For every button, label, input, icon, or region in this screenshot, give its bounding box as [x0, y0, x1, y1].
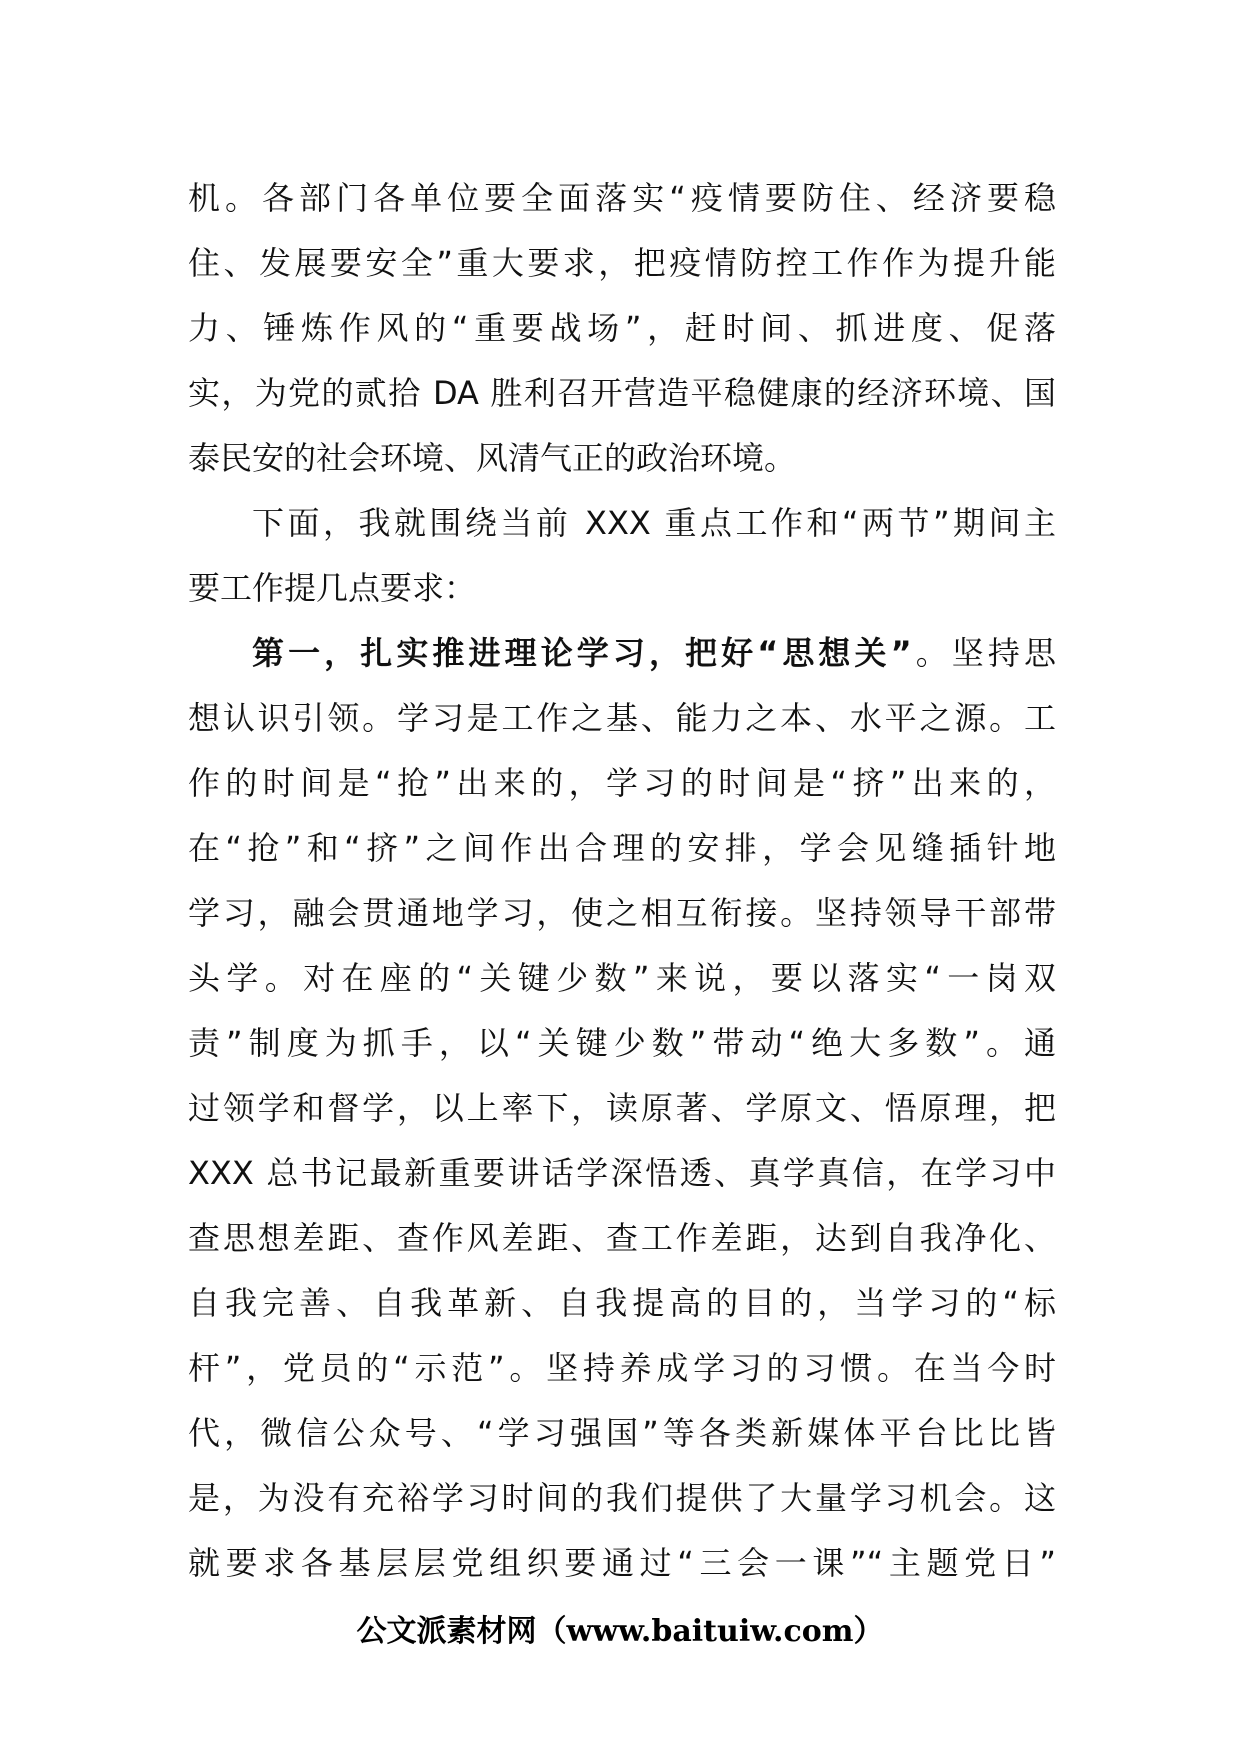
- text-line: 机。各部门各单位要全面落实“疫情要防住、经济要稳: [188, 179, 1056, 217]
- text-line: 是，为没有充裕学习时间的我们提供了大量学习机会。这: [188, 1479, 1056, 1517]
- text-line: 作的时间是“抢”出来的，学习的时间是“挤”出来的，: [188, 764, 1056, 802]
- text-line: 住、发展要安全”重大要求，把疫情防控工作作为提升能: [188, 244, 1056, 282]
- text-line: 查思想差距、查作风差距、查工作差距，达到自我净化、: [188, 1219, 1056, 1257]
- text-line: 泰民安的社会环境、风清气正的政治环境。: [188, 439, 797, 477]
- text-line: 代，微信公众号、“学习强国”等各类新媒体平台比比皆: [188, 1414, 1056, 1452]
- text-line: 头学。对在座的“关键少数”来说，要以落实“一岗双: [188, 959, 1056, 997]
- text-line: 要工作提几点要求：: [188, 569, 477, 607]
- document-body: [188, 166, 1056, 1596]
- text-line: 就要求各基层层党组织要通过“三会一课”“主题党日”: [188, 1544, 1056, 1582]
- text-line: 学习，融会贯通地学习，使之相互衔接。坚持领导干部带: [188, 894, 1056, 932]
- text-line: 在“抢”和“挤”之间作出合理的安排，学会见缝插针地: [188, 829, 1056, 867]
- text-line: 自我完善、自我革新、自我提高的目的，当学习的“标: [188, 1284, 1056, 1322]
- text-run: 。坚持思: [911, 634, 1056, 672]
- bold-heading: 第一，扎实推进理论学习，把好“思想关”: [252, 634, 912, 672]
- text-line: 力、锤炼作风的“重要战场”，赶时间、抓进度、促落: [188, 309, 1056, 347]
- text-line: 想认识引领。学习是工作之基、能力之本、水平之源。工: [188, 699, 1056, 737]
- text-line: 杆”，党员的“示范”。坚持养成学习的习惯。在当今时: [188, 1349, 1056, 1387]
- text-line: 过领学和督学，以上率下，读原著、学原文、悟原理，把: [188, 1089, 1056, 1127]
- text-line: 下面，我就围绕当前 XXX 重点工作和“两节”期间主: [252, 504, 1056, 542]
- text-line: 实，为党的贰拾 DA 胜利召开营造平稳健康的经济环境、国: [188, 374, 1056, 412]
- footer-watermark: 公文派素材网（www.baituiw.com）: [356, 1614, 884, 1649]
- text-line: 责”制度为抓手，以“关键少数”带动“绝大多数”。通: [188, 1024, 1056, 1062]
- text-line: XXX 总书记最新重要讲话学深悟透、真学真信，在学习中: [188, 1154, 1056, 1192]
- paragraph-heading-line: [188, 621, 1056, 686]
